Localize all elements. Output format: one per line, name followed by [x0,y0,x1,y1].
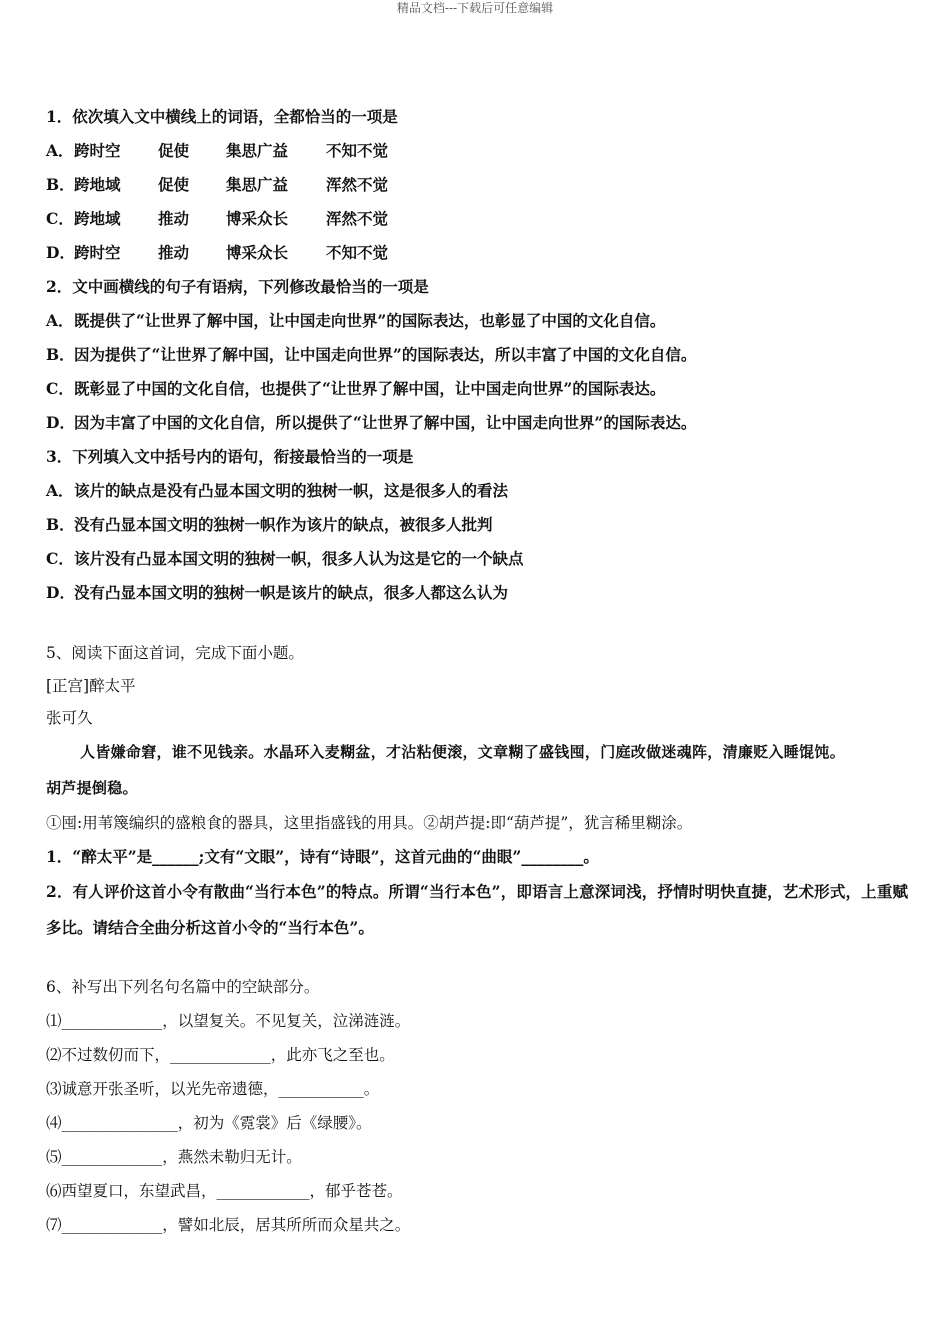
option-text: 该片的缺点是没有凸显本国文明的独树一帜，这是很多人的看法 [74,481,509,500]
option-text: 没有凸显本国文明的独树一帜是该片的缺点，很多人都这么认为 [74,583,509,602]
q5-sub1: 1．“醉太平”是______;文有“文眼”，诗有“诗眼”，这首元曲的“曲眼”________。 [46,847,599,866]
option-term: 跨地域 [74,175,121,194]
option-term: 浑然不觉 [326,209,389,228]
option-text: 该片没有凸显本国文明的独树一帜，很多人认为这是它的一个缺点 [74,549,524,568]
option-term: 集思广益 [226,175,289,194]
option-term: 集思广益 [226,141,289,160]
q3-stem: 3．下列填入文中括号内的语句，衔接最恰当的一项是 [46,447,414,466]
q2-stem: 2．文中画横线的句子有语病，下列修改最恰当的一项是 [46,277,429,296]
document-body [46,100,916,1242]
section-gap [46,946,916,970]
page-header: 精品文档---下载后可任意编辑 [396,1,554,15]
q6-item-4: ⑷_______________，初为《霓裳》后《绿腰》。 [46,1114,372,1132]
q2-option-b [46,338,916,372]
option-text: 没有凸显本国文明的独树一帜作为该片的缺点，被很多人批判 [74,515,493,534]
option-term: 博采众长 [226,243,289,262]
option-term: 不知不觉 [326,141,389,160]
q5-sub2: 2．有人评价这首小令有散曲“当行本色”的特点。所谓“当行本色”，即语言上意深词浅，抒情时明快直捷，艺术形式，上重赋多比。请结合全曲分析这首小令的“当行本色”。 [46,882,908,937]
option-term: 促使 [158,141,190,160]
poem-line-2: 胡芦提倒稳。 [46,779,138,797]
option-label: B． [46,345,75,364]
option-term: 推动 [158,209,190,228]
q6-intro: 6、补写出下列名句名篇中的空缺部分。 [46,978,320,996]
q3-option-d [46,576,916,610]
option-label: A． [46,141,74,160]
poem-title: [正宫]醉太平 [46,677,136,695]
poem-author: 张可久 [46,709,93,727]
q1-option-c [46,202,916,236]
q6-item-5: ⑸_____________，燕然未勒归无计。 [46,1148,302,1166]
q6-item-3: ⑶诚意开张圣听，以光先帝遗德，___________。 [46,1080,380,1098]
q6-item-2: ⑵不过数仞而下，_____________，此亦飞之至也。 [46,1046,395,1064]
option-term: 跨地域 [74,209,121,228]
option-term: 不知不觉 [326,243,389,262]
section-gap [46,610,916,636]
option-label: C． [46,549,74,568]
q5-intro: 5、阅读下面这首词，完成下面小题。 [46,644,304,662]
option-label: A． [46,481,74,500]
option-label: B． [46,515,75,534]
option-label: B． [46,175,75,194]
q6-item-1: ⑴_____________，以望复关。不见复关，泣涕涟涟。 [46,1012,411,1030]
option-label: C． [46,379,74,398]
q1-option-b [46,168,916,202]
option-term: 跨时空 [74,243,121,262]
option-term: 浑然不觉 [326,175,389,194]
q2-option-a [46,304,916,338]
q3-option-b [46,508,916,542]
option-text: 既彰显了中国的文化自信，也提供了“让世界了解中国，让中国走向世界”的国际表达。 [74,379,666,398]
option-label: A． [46,311,74,330]
option-label: C． [46,209,74,228]
option-label: D． [46,243,75,262]
q2-option-c [46,372,916,406]
option-term: 推动 [158,243,190,262]
option-label: D． [46,583,75,602]
q1-option-d [46,236,916,270]
q1-stem: 1．依次填入文中横线上的词语，全都恰当的一项是 [46,107,398,126]
poem-text [46,734,916,770]
option-term: 博采众长 [226,209,289,228]
option-text: 因为提供了“让世界了解中国，让中国走向世界”的国际表达，所以丰富了中国的文化自信。 [74,345,697,364]
q3-option-a [46,474,916,508]
q3-option-c [46,542,916,576]
option-text: 因为丰富了中国的文化自信，所以提供了“让世界了解中国，让中国走向世界”的国际表达。 [74,413,697,432]
option-term: 促使 [158,175,190,194]
q1-option-a [46,134,916,168]
option-text: 既提供了“让世界了解中国，让中国走向世界”的国际表达，也彰显了中国的文化自信。 [74,311,666,330]
option-label: D． [46,413,75,432]
q2-option-d [46,406,916,440]
option-term: 跨时空 [74,141,121,160]
q6-item-6: ⑹西望夏口，东望武昌，____________，郁乎苍苍。 [46,1182,403,1200]
poem-notes: ①囤:用苇篾编织的盛粮食的器具，这里指盛钱的用具。②胡芦提:即“葫芦提”，犹言稀里糊涂。 [46,814,693,832]
poem-line: 人皆嫌命窘，谁不见钱亲。水晶环入麦糊盆，才沾粘便滚，文章糊了盛钱囤，门庭改做迷魂阵，清廉贬入睡馄饨。 [80,743,846,761]
q6-item-7: ⑺_____________，譬如北辰，居其所所而众星共之。 [46,1216,411,1234]
